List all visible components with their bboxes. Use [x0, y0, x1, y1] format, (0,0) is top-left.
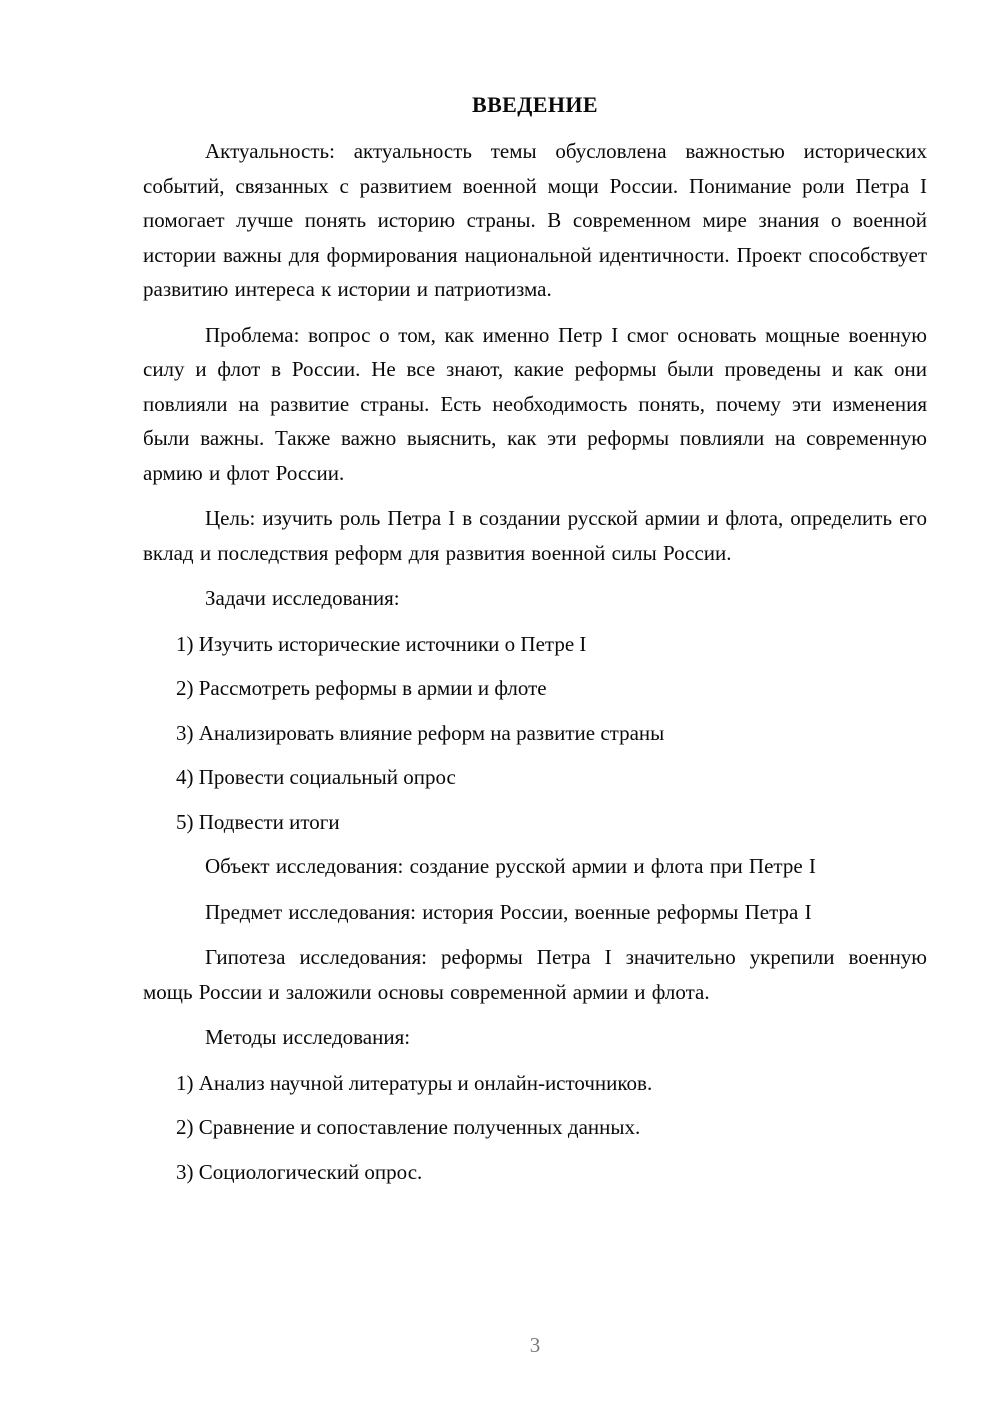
method-item-3: 3) Социологический опрос.: [176, 1159, 423, 1184]
task-item-5: 5) Подвести итоги: [176, 809, 340, 834]
paragraph-subject: Предмет исследования: история России, военные реформы Петра I: [205, 899, 812, 924]
method-item-1: 1) Анализ научной литературы и онлайн-источников.: [176, 1070, 653, 1095]
paragraph-problem: Проблема: вопрос о том, как именно Петр I смог основать мощные военную силу и флот в России. Не все знают, какие реформы были проведены и как они повлияли на развитие страны. Есть необходимость понять, почему эти изменения были важны. Также важно выяснить, как эти реформы повлияли на современную армию и флот России.: [143, 322, 927, 485]
method-item-2: 2) Сравнение и сопоставление полученных данных.: [176, 1115, 641, 1139]
paragraph-actuality: Актуальность: актуальность темы обусловлена важностью исторических событий, связанных с развитием военной мощи России. Понимание роли Петра I помогает лучше понять историю страны. В современном мире знания о военной истории важны для формирования национальной идентичности. Проект способствует развитию интереса к истории и патриотизма.: [143, 139, 927, 301]
tasks-heading: Задачи исследования:: [205, 586, 400, 610]
task-item-2: 2) Рассмотреть реформы в армии и флоте: [176, 676, 547, 700]
paragraph-hypothesis: Гипотеза исследования: реформы Петра I значительно укрепили военную мощь России и заложили основы современной армии и флота.: [143, 945, 927, 1004]
page-number: 3: [529, 1333, 541, 1357]
page-title: ВВЕДЕНИЕ: [472, 92, 598, 117]
paragraph-goal: Цель: изучить роль Петра I в создании русской армии и флота, определить его вклад и последствия реформ для развития военной силы России.: [143, 506, 927, 565]
paragraph-object: Объект исследования: создание русской армии и флота при Петре I: [205, 854, 816, 878]
task-item-3: 3) Анализировать влияние реформ на развитие страны: [176, 720, 665, 745]
methods-heading: Методы исследования:: [205, 1025, 411, 1049]
task-item-1: 1) Изучить исторические источники о Петре I: [176, 631, 587, 656]
task-item-4: 4) Провести социальный опрос: [176, 765, 456, 789]
